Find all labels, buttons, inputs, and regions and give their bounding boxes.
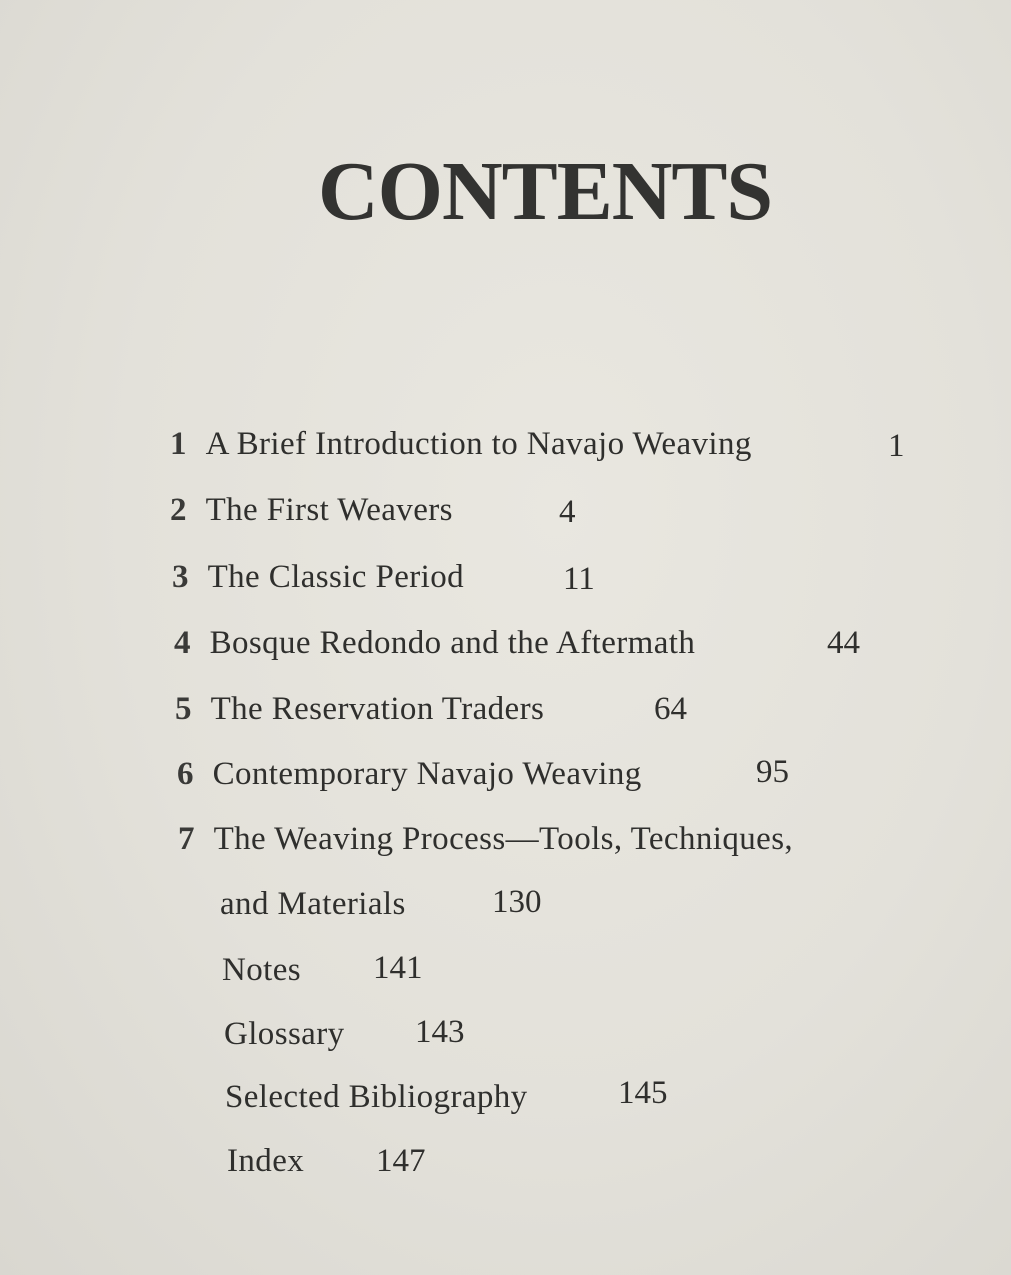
toc-entry-chapter-4 [174,627,695,660]
toc-entry-chapter-1 [170,428,752,461]
chapter-title: The Reservation Traders [210,691,545,727]
chapter-number: 2 [170,492,187,528]
chapter-number: 4 [174,625,191,661]
chapter-title: The Weaving Process—Tools, Techniques, [213,821,794,857]
back-matter-page-number: 141 [373,950,423,986]
chapter-title: A Brief Introduction to Navajo Weaving [205,426,752,462]
chapter-number: 3 [172,559,189,595]
chapter-page-number: 95 [756,754,789,790]
toc-entry-chapter-2 [170,494,453,527]
toc-entry-chapter-5 [175,693,544,726]
back-matter-title: Index [227,1143,305,1179]
chapter-page-number: 11 [563,561,595,597]
chapter-title: Contemporary Navajo Weaving [212,756,642,792]
chapter-number: 5 [175,691,192,727]
chapter-title: Bosque Redondo and the Aftermath [209,625,696,661]
chapter-number: 6 [177,756,194,792]
toc-entry-chapter-6 [177,758,642,791]
toc-entry-chapter-3 [172,561,464,594]
chapter-page-number: 4 [559,494,576,530]
chapter-number: 7 [178,821,195,857]
chapter-page-number: 44 [827,625,860,661]
toc-entry-selected-bibliography [225,1081,528,1114]
toc-entry-chapter-7-continued [220,888,406,921]
toc-entry-glossary [224,1018,345,1051]
back-matter-title: Selected Bibliography [225,1079,528,1115]
toc-entry-notes [222,954,301,987]
page-title: CONTENTS [318,145,773,238]
back-matter-title: Notes [222,952,301,988]
chapter-number: 1 [170,426,187,462]
chapter-page-number: 64 [654,691,687,727]
chapter-title-continued: and Materials [220,886,406,922]
back-matter-title: Glossary [224,1016,345,1052]
back-matter-page-number: 145 [618,1075,668,1111]
toc-entry-chapter-7 [178,823,793,856]
back-matter-page-number: 147 [376,1143,426,1179]
chapter-page-number: 130 [492,884,542,920]
chapter-page-number: 1 [888,428,905,464]
toc-entry-index [227,1145,304,1178]
back-matter-page-number: 143 [415,1014,465,1050]
chapter-title: The Classic Period [207,559,465,595]
chapter-title: The First Weavers [205,492,453,528]
